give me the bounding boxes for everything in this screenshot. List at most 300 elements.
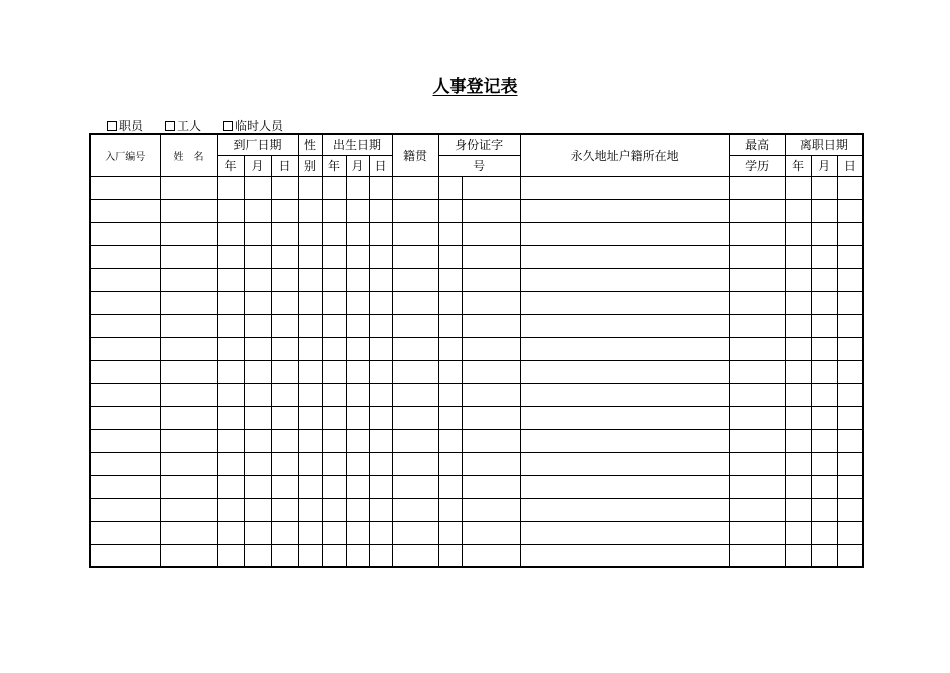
table-cell[interactable]: [392, 406, 438, 429]
table-cell[interactable]: [244, 245, 271, 268]
table-cell[interactable]: [438, 406, 462, 429]
table-cell[interactable]: [520, 498, 729, 521]
table-cell[interactable]: [322, 199, 346, 222]
table-cell[interactable]: [271, 176, 298, 199]
table-cell[interactable]: [271, 429, 298, 452]
table-row: [90, 498, 863, 521]
table-cell[interactable]: [438, 314, 462, 337]
table-cell[interactable]: [520, 521, 729, 544]
table-cell[interactable]: [298, 452, 322, 475]
table-cell[interactable]: [785, 222, 811, 245]
table-cell[interactable]: [298, 521, 322, 544]
table-cell[interactable]: [729, 222, 785, 245]
table-cell[interactable]: [520, 544, 729, 567]
staff-checkbox[interactable]: [107, 121, 117, 131]
table-cell[interactable]: [785, 199, 811, 222]
table-cell[interactable]: [298, 314, 322, 337]
table-cell[interactable]: [217, 544, 244, 567]
table-cell[interactable]: [298, 383, 322, 406]
table-cell[interactable]: [217, 429, 244, 452]
table-cell[interactable]: [520, 291, 729, 314]
table-cell[interactable]: [438, 291, 462, 314]
employee-type-options: [107, 117, 283, 134]
table-cell[interactable]: [346, 498, 369, 521]
table-cell[interactable]: [90, 383, 160, 406]
table-cell[interactable]: [346, 337, 369, 360]
table-cell[interactable]: [729, 291, 785, 314]
table-cell[interactable]: [271, 222, 298, 245]
table-cell[interactable]: [520, 383, 729, 406]
table-cell[interactable]: [346, 176, 369, 199]
table-cell[interactable]: [217, 360, 244, 383]
table-cell[interactable]: [811, 498, 837, 521]
table-cell[interactable]: [217, 383, 244, 406]
table-cell[interactable]: [785, 498, 811, 521]
table-cell[interactable]: [244, 291, 271, 314]
table-cell[interactable]: [811, 475, 837, 498]
table-cell[interactable]: [322, 521, 346, 544]
table-cell[interactable]: [837, 337, 863, 360]
table-cell[interactable]: [369, 383, 392, 406]
table-cell[interactable]: [271, 291, 298, 314]
table-cell[interactable]: [90, 544, 160, 567]
table-cell[interactable]: [520, 475, 729, 498]
table-cell[interactable]: [244, 176, 271, 199]
type-option-temporary[interactable]: [223, 117, 283, 134]
table-cell[interactable]: [369, 452, 392, 475]
table-cell[interactable]: [438, 268, 462, 291]
table-cell[interactable]: [438, 452, 462, 475]
table-cell[interactable]: [392, 314, 438, 337]
table-cell[interactable]: [244, 429, 271, 452]
table-cell[interactable]: [811, 176, 837, 199]
table-cell[interactable]: [438, 245, 462, 268]
table-cell[interactable]: [520, 360, 729, 383]
table-cell[interactable]: [160, 199, 217, 222]
table-cell[interactable]: [392, 452, 438, 475]
table-cell[interactable]: [785, 291, 811, 314]
table-cell[interactable]: [217, 245, 244, 268]
table-cell[interactable]: [369, 291, 392, 314]
table-cell[interactable]: [160, 268, 217, 291]
table-cell[interactable]: [160, 521, 217, 544]
table-cell[interactable]: [811, 383, 837, 406]
table-cell[interactable]: [244, 406, 271, 429]
table-cell[interactable]: [729, 199, 785, 222]
table-cell[interactable]: [217, 268, 244, 291]
table-cell[interactable]: [369, 199, 392, 222]
table-cell[interactable]: [462, 429, 520, 452]
table-cell[interactable]: [346, 452, 369, 475]
table-cell[interactable]: [520, 314, 729, 337]
table-cell[interactable]: [160, 429, 217, 452]
table-cell[interactable]: [462, 360, 520, 383]
table-cell[interactable]: [322, 176, 346, 199]
table-cell[interactable]: [392, 475, 438, 498]
table-cell[interactable]: [520, 337, 729, 360]
table-cell[interactable]: [392, 498, 438, 521]
table-cell[interactable]: [392, 199, 438, 222]
table-cell[interactable]: [729, 360, 785, 383]
table-cell[interactable]: [369, 176, 392, 199]
table-cell[interactable]: [392, 360, 438, 383]
table-cell[interactable]: [346, 291, 369, 314]
table-cell[interactable]: [160, 337, 217, 360]
table-cell[interactable]: [217, 176, 244, 199]
table-cell[interactable]: [520, 452, 729, 475]
table-cell[interactable]: [298, 222, 322, 245]
table-cell[interactable]: [271, 268, 298, 291]
table-cell[interactable]: [837, 383, 863, 406]
table-cell[interactable]: [729, 337, 785, 360]
table-cell[interactable]: [837, 475, 863, 498]
table-cell[interactable]: [322, 314, 346, 337]
table-cell[interactable]: [837, 544, 863, 567]
table-cell[interactable]: [369, 544, 392, 567]
table-cell[interactable]: [217, 406, 244, 429]
table-cell[interactable]: [462, 268, 520, 291]
table-cell[interactable]: [462, 383, 520, 406]
table-cell[interactable]: [811, 360, 837, 383]
table-cell[interactable]: [462, 498, 520, 521]
table-cell[interactable]: [322, 268, 346, 291]
table-cell[interactable]: [811, 406, 837, 429]
table-cell[interactable]: [369, 498, 392, 521]
table-cell[interactable]: [244, 360, 271, 383]
table-cell[interactable]: [785, 314, 811, 337]
table-cell[interactable]: [160, 176, 217, 199]
table-cell[interactable]: [271, 360, 298, 383]
table-cell[interactable]: [729, 521, 785, 544]
table-cell[interactable]: [462, 544, 520, 567]
table-cell[interactable]: [369, 222, 392, 245]
table-cell[interactable]: [160, 406, 217, 429]
table-cell[interactable]: [346, 521, 369, 544]
table-cell[interactable]: [837, 314, 863, 337]
table-cell[interactable]: [369, 521, 392, 544]
table-cell[interactable]: [811, 268, 837, 291]
table-cell[interactable]: [90, 360, 160, 383]
header-gender-bottom: 别: [298, 155, 322, 176]
table-cell[interactable]: [837, 429, 863, 452]
type-option-worker[interactable]: [165, 117, 201, 134]
table-cell[interactable]: [90, 406, 160, 429]
table-cell[interactable]: [438, 337, 462, 360]
table-cell[interactable]: [785, 360, 811, 383]
table-cell[interactable]: [271, 544, 298, 567]
table-cell[interactable]: [217, 199, 244, 222]
table-cell[interactable]: [160, 314, 217, 337]
table-cell[interactable]: [785, 268, 811, 291]
table-cell[interactable]: [322, 452, 346, 475]
table-cell[interactable]: [520, 429, 729, 452]
table-cell[interactable]: [785, 429, 811, 452]
table-cell[interactable]: [438, 199, 462, 222]
table-cell[interactable]: [160, 498, 217, 521]
table-cell[interactable]: [160, 245, 217, 268]
table-cell[interactable]: [837, 222, 863, 245]
table-cell[interactable]: [462, 199, 520, 222]
table-cell[interactable]: [369, 360, 392, 383]
table-cell[interactable]: [322, 383, 346, 406]
header-arrival-day: 日: [271, 155, 298, 176]
table-cell[interactable]: [90, 245, 160, 268]
table-cell[interactable]: [271, 521, 298, 544]
table-cell[interactable]: [520, 245, 729, 268]
table-cell[interactable]: [811, 314, 837, 337]
table-cell[interactable]: [462, 475, 520, 498]
table-cell[interactable]: [392, 245, 438, 268]
table-cell[interactable]: [244, 475, 271, 498]
table-cell[interactable]: [785, 383, 811, 406]
table-cell[interactable]: [298, 176, 322, 199]
table-cell[interactable]: [346, 429, 369, 452]
table-cell[interactable]: [298, 337, 322, 360]
table-cell[interactable]: [244, 452, 271, 475]
table-cell[interactable]: [369, 314, 392, 337]
table-cell[interactable]: [438, 544, 462, 567]
table-cell[interactable]: [90, 314, 160, 337]
table-cell[interactable]: [811, 544, 837, 567]
table-cell[interactable]: [837, 360, 863, 383]
temporary-checkbox[interactable]: [223, 121, 233, 131]
table-cell[interactable]: [837, 452, 863, 475]
table-cell[interactable]: [346, 406, 369, 429]
table-cell[interactable]: [837, 199, 863, 222]
table-cell[interactable]: [811, 199, 837, 222]
table-cell[interactable]: [392, 268, 438, 291]
table-cell[interactable]: [837, 268, 863, 291]
table-cell[interactable]: [729, 268, 785, 291]
table-cell[interactable]: [271, 199, 298, 222]
table-cell[interactable]: [271, 452, 298, 475]
table-cell[interactable]: [322, 360, 346, 383]
table-cell[interactable]: [160, 222, 217, 245]
table-cell[interactable]: [785, 452, 811, 475]
table-cell[interactable]: [462, 337, 520, 360]
table-cell[interactable]: [729, 544, 785, 567]
table-cell[interactable]: [837, 498, 863, 521]
table-cell[interactable]: [392, 291, 438, 314]
table-cell[interactable]: [90, 498, 160, 521]
table-cell[interactable]: [462, 222, 520, 245]
table-cell[interactable]: [160, 291, 217, 314]
table-cell[interactable]: [217, 222, 244, 245]
table-cell[interactable]: [785, 544, 811, 567]
table-cell[interactable]: [217, 314, 244, 337]
table-cell[interactable]: [462, 406, 520, 429]
table-cell[interactable]: [271, 383, 298, 406]
table-cell[interactable]: [785, 337, 811, 360]
table-cell[interactable]: [90, 452, 160, 475]
table-cell[interactable]: [90, 268, 160, 291]
table-cell[interactable]: [462, 314, 520, 337]
table-cell[interactable]: [217, 337, 244, 360]
table-cell[interactable]: [520, 406, 729, 429]
table-cell[interactable]: [369, 475, 392, 498]
worker-checkbox[interactable]: [165, 121, 175, 131]
table-cell[interactable]: [392, 429, 438, 452]
table-cell[interactable]: [785, 475, 811, 498]
table-cell[interactable]: [729, 498, 785, 521]
table-cell[interactable]: [322, 429, 346, 452]
table-cell[interactable]: [271, 475, 298, 498]
table-cell[interactable]: [346, 475, 369, 498]
table-cell[interactable]: [729, 452, 785, 475]
table-cell[interactable]: [462, 521, 520, 544]
table-cell[interactable]: [244, 383, 271, 406]
table-cell[interactable]: [244, 337, 271, 360]
table-row: [90, 291, 863, 314]
table-cell[interactable]: [729, 406, 785, 429]
table-cell[interactable]: [369, 245, 392, 268]
table-cell[interactable]: [298, 268, 322, 291]
table-cell[interactable]: [298, 475, 322, 498]
table-cell[interactable]: [90, 429, 160, 452]
table-cell[interactable]: [837, 176, 863, 199]
table-cell[interactable]: [438, 383, 462, 406]
table-cell[interactable]: [322, 291, 346, 314]
table-cell[interactable]: [298, 429, 322, 452]
table-cell[interactable]: [244, 498, 271, 521]
table-cell[interactable]: [729, 475, 785, 498]
table-cell[interactable]: [298, 291, 322, 314]
table-cell[interactable]: [346, 222, 369, 245]
table-cell[interactable]: [438, 475, 462, 498]
table-cell[interactable]: [729, 176, 785, 199]
table-cell[interactable]: [322, 498, 346, 521]
table-cell[interactable]: [520, 176, 729, 199]
table-cell[interactable]: [298, 544, 322, 567]
table-cell[interactable]: [160, 475, 217, 498]
table-cell[interactable]: [392, 176, 438, 199]
table-cell[interactable]: [837, 291, 863, 314]
table-cell[interactable]: [462, 245, 520, 268]
table-cell[interactable]: [160, 452, 217, 475]
table-cell[interactable]: [811, 521, 837, 544]
table-cell[interactable]: [298, 245, 322, 268]
table-cell[interactable]: [438, 521, 462, 544]
table-cell[interactable]: [392, 544, 438, 567]
table-cell[interactable]: [322, 222, 346, 245]
table-cell[interactable]: [271, 498, 298, 521]
table-cell[interactable]: [160, 360, 217, 383]
table-cell[interactable]: [322, 544, 346, 567]
table-cell[interactable]: [298, 498, 322, 521]
table-cell[interactable]: [346, 199, 369, 222]
table-cell[interactable]: [438, 222, 462, 245]
table-cell[interactable]: [520, 268, 729, 291]
table-cell[interactable]: [811, 245, 837, 268]
table-cell[interactable]: [298, 199, 322, 222]
table-cell[interactable]: [271, 314, 298, 337]
table-cell[interactable]: [392, 383, 438, 406]
table-cell[interactable]: [346, 383, 369, 406]
table-cell[interactable]: [462, 176, 520, 199]
table-cell[interactable]: [160, 544, 217, 567]
table-cell[interactable]: [462, 452, 520, 475]
table-cell[interactable]: [369, 406, 392, 429]
table-cell[interactable]: [438, 360, 462, 383]
table-cell[interactable]: [811, 337, 837, 360]
table-cell[interactable]: [322, 337, 346, 360]
table-cell[interactable]: [392, 521, 438, 544]
table-cell[interactable]: [322, 475, 346, 498]
table-cell[interactable]: [298, 406, 322, 429]
table-cell[interactable]: [346, 544, 369, 567]
table-cell[interactable]: [729, 245, 785, 268]
table-cell[interactable]: [90, 521, 160, 544]
table-cell[interactable]: [160, 383, 217, 406]
table-cell[interactable]: [217, 475, 244, 498]
table-cell[interactable]: [271, 337, 298, 360]
table-cell[interactable]: [837, 406, 863, 429]
type-option-staff[interactable]: [107, 117, 143, 134]
table-cell[interactable]: [462, 291, 520, 314]
table-cell[interactable]: [520, 222, 729, 245]
table-cell[interactable]: [369, 429, 392, 452]
table-cell[interactable]: [298, 360, 322, 383]
table-cell[interactable]: [729, 383, 785, 406]
table-cell[interactable]: [438, 498, 462, 521]
table-cell[interactable]: [520, 199, 729, 222]
table-cell[interactable]: [837, 521, 863, 544]
table-cell[interactable]: [244, 199, 271, 222]
table-cell[interactable]: [785, 176, 811, 199]
table-cell[interactable]: [811, 222, 837, 245]
table-cell[interactable]: [244, 268, 271, 291]
table-cell[interactable]: [346, 245, 369, 268]
table-cell[interactable]: [811, 452, 837, 475]
table-cell[interactable]: [837, 245, 863, 268]
table-cell[interactable]: [244, 314, 271, 337]
table-cell[interactable]: [244, 521, 271, 544]
table-cell[interactable]: [438, 176, 462, 199]
table-cell[interactable]: [90, 199, 160, 222]
table-cell[interactable]: [785, 245, 811, 268]
table-cell[interactable]: [785, 406, 811, 429]
table-cell[interactable]: [729, 314, 785, 337]
table-cell[interactable]: [90, 291, 160, 314]
table-cell[interactable]: [271, 245, 298, 268]
table-cell[interactable]: [90, 475, 160, 498]
table-cell[interactable]: [346, 360, 369, 383]
table-cell[interactable]: [244, 544, 271, 567]
table-cell[interactable]: [392, 337, 438, 360]
table-cell[interactable]: [346, 268, 369, 291]
table-cell[interactable]: [217, 452, 244, 475]
table-cell[interactable]: [217, 521, 244, 544]
table-cell[interactable]: [322, 245, 346, 268]
table-cell[interactable]: [90, 222, 160, 245]
table-cell[interactable]: [244, 222, 271, 245]
table-cell[interactable]: [729, 429, 785, 452]
table-cell[interactable]: [785, 521, 811, 544]
table-cell[interactable]: [392, 222, 438, 245]
table-cell[interactable]: [90, 176, 160, 199]
table-cell[interactable]: [811, 291, 837, 314]
table-cell[interactable]: [322, 406, 346, 429]
table-cell[interactable]: [438, 429, 462, 452]
table-cell[interactable]: [811, 429, 837, 452]
table-cell[interactable]: [369, 337, 392, 360]
table-cell[interactable]: [346, 314, 369, 337]
table-cell[interactable]: [217, 498, 244, 521]
table-cell[interactable]: [369, 268, 392, 291]
table-cell[interactable]: [217, 291, 244, 314]
table-cell[interactable]: [271, 406, 298, 429]
table-cell[interactable]: [90, 337, 160, 360]
